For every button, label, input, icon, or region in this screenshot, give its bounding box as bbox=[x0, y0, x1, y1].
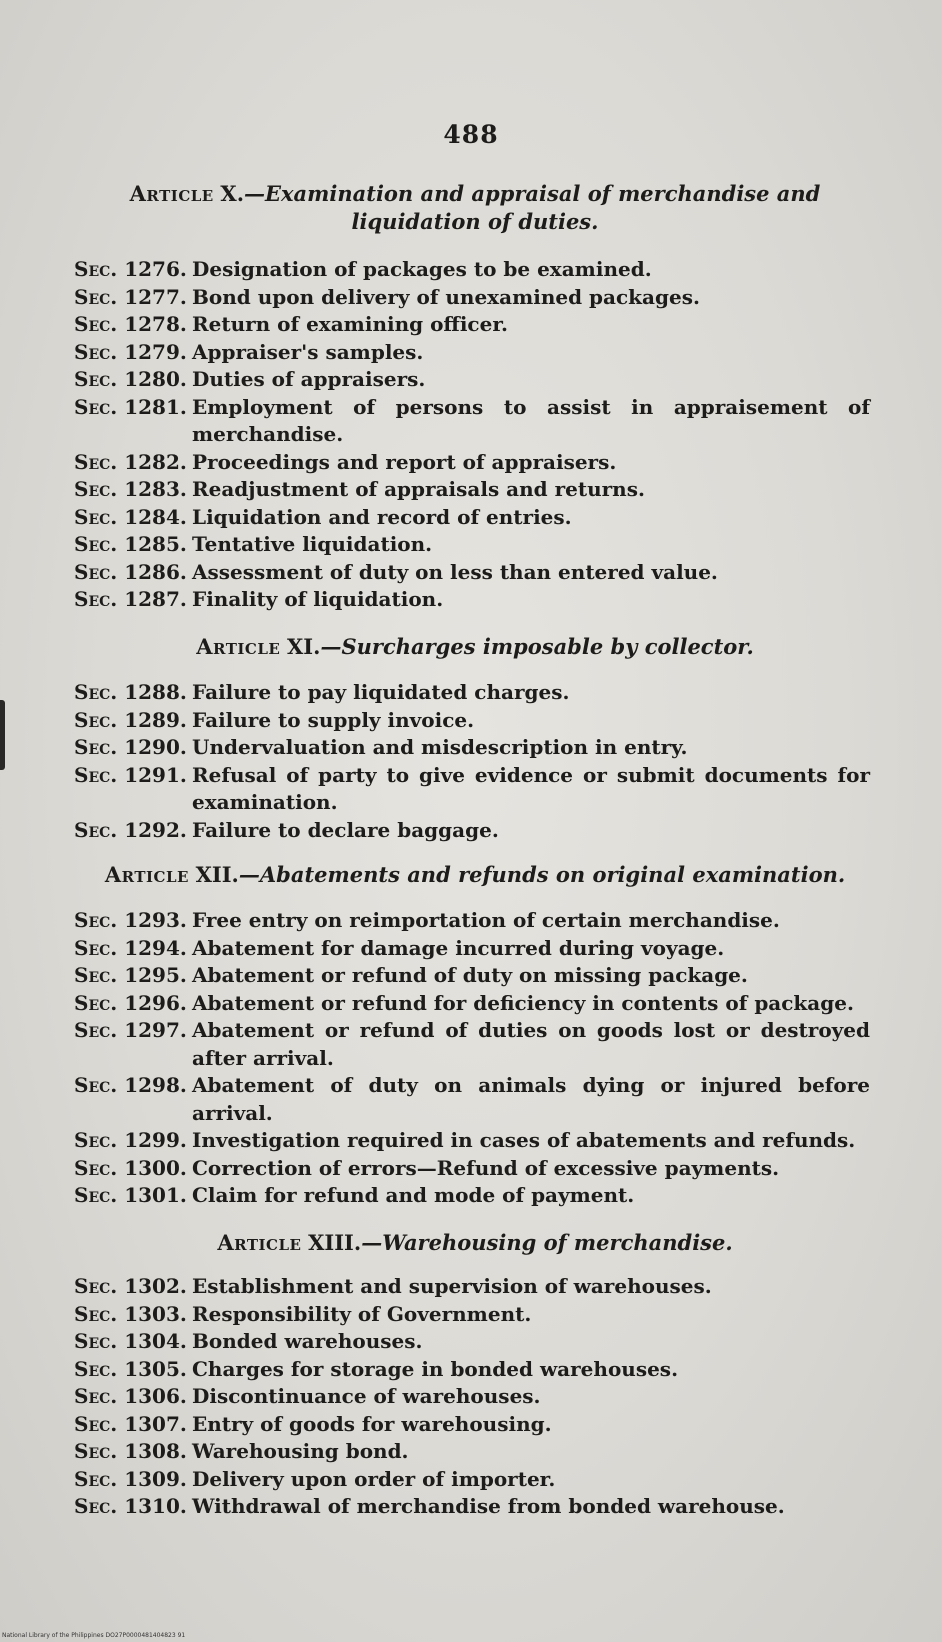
library-footer: National Library of the Philippines DO27P0000481404823 91 bbox=[2, 1632, 186, 1639]
article-label: Article bbox=[217, 1230, 302, 1255]
section-entry bbox=[74, 256, 870, 284]
section-abbr: Sec. bbox=[74, 532, 118, 556]
section-title: Assessment of duty on less than entered value. bbox=[192, 559, 718, 584]
section-title: Bonded warehouses. bbox=[192, 1329, 423, 1353]
section-number: 1303. bbox=[124, 1301, 187, 1326]
article-title: Surcharges imposable by collector. bbox=[341, 634, 754, 659]
section-title: Liquidation and record of entries. bbox=[192, 504, 572, 529]
section-number: 1282. bbox=[124, 449, 187, 474]
section-prefix bbox=[74, 1383, 192, 1411]
article-heading-xii bbox=[80, 861, 870, 889]
section-title: Bond upon delivery of unexamined packages. bbox=[192, 284, 700, 309]
article-heading-x bbox=[100, 180, 850, 236]
section-abbr: Sec. bbox=[74, 1384, 118, 1408]
section-prefix bbox=[74, 762, 192, 790]
section-entry bbox=[74, 531, 870, 559]
section-number: 1283. bbox=[124, 477, 187, 501]
article-label: Article bbox=[196, 634, 281, 659]
section-list-article-xi bbox=[74, 679, 870, 844]
article-heading-xi bbox=[100, 633, 850, 661]
section-prefix bbox=[74, 962, 192, 990]
section-title: Abatement for damage incurred during voyage. bbox=[192, 935, 725, 960]
section-number: 1308. bbox=[124, 1439, 187, 1463]
section-abbr: Sec. bbox=[74, 1466, 118, 1491]
section-abbr: Sec. bbox=[74, 1411, 118, 1436]
section-entry bbox=[74, 734, 870, 762]
section-prefix bbox=[74, 1182, 192, 1210]
section-prefix bbox=[74, 476, 192, 504]
section-abbr: Sec. bbox=[74, 963, 118, 987]
section-title: Return of examining officer. bbox=[192, 312, 508, 336]
article-number: X. bbox=[220, 181, 245, 206]
section-number: 1277. bbox=[124, 284, 187, 309]
section-title: Failure to supply invoice. bbox=[192, 707, 475, 732]
section-title: Designation of packages to be examined. bbox=[192, 257, 652, 281]
section-abbr: Sec. bbox=[74, 1073, 118, 1097]
section-entry bbox=[74, 1383, 870, 1411]
section-title: Tentative liquidation. bbox=[192, 532, 433, 556]
section-entry bbox=[74, 284, 870, 312]
section-abbr: Sec. bbox=[74, 339, 118, 364]
section-title: Warehousing bond. bbox=[192, 1439, 409, 1463]
section-abbr: Sec. bbox=[74, 762, 118, 787]
page-number: 488 bbox=[443, 120, 499, 149]
section-abbr: Sec. bbox=[74, 1439, 118, 1463]
section-list-article-x bbox=[74, 256, 870, 614]
section-abbr: Sec. bbox=[74, 1301, 118, 1326]
section-entry bbox=[74, 1493, 870, 1521]
section-title: Discontinuance of warehouses. bbox=[192, 1384, 541, 1408]
section-entry bbox=[74, 394, 870, 449]
section-entry bbox=[74, 1127, 870, 1155]
section-prefix bbox=[74, 734, 192, 762]
section-number: 1310. bbox=[124, 1494, 187, 1518]
section-abbr: Sec. bbox=[74, 559, 118, 584]
section-prefix bbox=[74, 1493, 192, 1521]
section-entry bbox=[74, 586, 870, 614]
section-entry bbox=[74, 1328, 870, 1356]
section-entry bbox=[74, 762, 870, 817]
section-prefix bbox=[74, 1155, 192, 1183]
section-title: Abatement or refund of duties on goods lost or destroyed after arrival. bbox=[192, 1018, 870, 1070]
section-title: Investigation required in cases of abatements and refunds. bbox=[192, 1128, 856, 1152]
section-abbr: Sec. bbox=[74, 504, 118, 529]
section-title: Readjustment of appraisals and returns. bbox=[192, 477, 645, 501]
section-number: 1307. bbox=[124, 1411, 187, 1436]
section-entry bbox=[74, 1017, 870, 1072]
section-prefix bbox=[74, 817, 192, 845]
section-entry bbox=[74, 817, 870, 845]
article-title: Warehousing of merchandise. bbox=[382, 1230, 733, 1255]
section-abbr: Sec. bbox=[74, 817, 118, 842]
section-number: 1280. bbox=[124, 367, 187, 391]
article-dash: — bbox=[320, 634, 342, 659]
section-abbr: Sec. bbox=[74, 1018, 118, 1042]
section-abbr: Sec. bbox=[74, 449, 118, 474]
section-abbr: Sec. bbox=[74, 1274, 118, 1298]
section-title: Finality of liquidation. bbox=[192, 587, 444, 611]
article-heading-xiii bbox=[100, 1229, 850, 1257]
section-prefix bbox=[74, 1017, 192, 1045]
section-prefix bbox=[74, 1466, 192, 1494]
section-abbr: Sec. bbox=[74, 1183, 118, 1207]
section-number: 1302. bbox=[124, 1274, 187, 1298]
section-number: 1296. bbox=[124, 990, 187, 1015]
section-prefix bbox=[74, 990, 192, 1018]
section-list-article-xii bbox=[74, 907, 870, 1210]
section-abbr: Sec. bbox=[74, 990, 118, 1015]
section-number: 1292. bbox=[124, 817, 187, 842]
section-number: 1304. bbox=[124, 1329, 187, 1353]
section-title: Employment of persons to assist in appraisement of merchandise. bbox=[192, 394, 870, 446]
section-title: Refusal of party to give evidence or submit documents for examination. bbox=[192, 762, 870, 814]
section-prefix bbox=[74, 339, 192, 367]
section-entry bbox=[74, 504, 870, 532]
section-list-article-xiii bbox=[74, 1273, 870, 1521]
section-entry bbox=[74, 935, 870, 963]
section-title: Failure to declare baggage. bbox=[192, 817, 499, 842]
section-prefix bbox=[74, 586, 192, 614]
section-prefix bbox=[74, 679, 192, 707]
section-title: Delivery upon order of importer. bbox=[192, 1466, 556, 1491]
section-prefix bbox=[74, 449, 192, 477]
section-prefix bbox=[74, 907, 192, 935]
section-title: Establishment and supervision of warehouses. bbox=[192, 1274, 712, 1298]
section-prefix bbox=[74, 1127, 192, 1155]
section-number: 1306. bbox=[124, 1384, 187, 1408]
section-entry bbox=[74, 339, 870, 367]
section-entry bbox=[74, 962, 870, 990]
section-abbr: Sec. bbox=[74, 908, 118, 932]
section-abbr: Sec. bbox=[74, 1356, 118, 1381]
section-number: 1285. bbox=[124, 532, 187, 556]
section-title: Undervaluation and misdescription in entry. bbox=[192, 735, 688, 759]
section-number: 1289. bbox=[124, 707, 187, 732]
section-title: Charges for storage in bonded warehouses. bbox=[192, 1356, 679, 1381]
section-entry bbox=[74, 1411, 870, 1439]
section-abbr: Sec. bbox=[74, 1155, 118, 1180]
section-abbr: Sec. bbox=[74, 1329, 118, 1353]
section-number: 1286. bbox=[124, 559, 187, 584]
section-entry bbox=[74, 990, 870, 1018]
section-prefix bbox=[74, 1438, 192, 1466]
section-entry bbox=[74, 1182, 870, 1210]
section-number: 1278. bbox=[124, 312, 187, 336]
section-abbr: Sec. bbox=[74, 367, 118, 391]
section-title: Appraiser's samples. bbox=[192, 339, 424, 364]
section-number: 1288. bbox=[124, 680, 187, 704]
section-number: 1294. bbox=[124, 935, 187, 960]
section-prefix bbox=[74, 311, 192, 339]
section-title: Abatement of duty on animals dying or injured before arrival. bbox=[192, 1073, 870, 1125]
section-title: Abatement or refund for deficiency in contents of package. bbox=[192, 990, 854, 1015]
section-prefix bbox=[74, 256, 192, 284]
section-title: Responsibility of Government. bbox=[192, 1301, 532, 1326]
section-entry bbox=[74, 907, 870, 935]
section-number: 1305. bbox=[124, 1356, 187, 1381]
section-prefix bbox=[74, 366, 192, 394]
section-prefix bbox=[74, 935, 192, 963]
article-number: XIII. bbox=[308, 1230, 362, 1255]
section-title: Duties of appraisers. bbox=[192, 367, 426, 391]
section-entry bbox=[74, 1466, 870, 1494]
section-number: 1279. bbox=[124, 339, 187, 364]
section-entry bbox=[74, 1438, 870, 1466]
section-abbr: Sec. bbox=[74, 477, 118, 501]
section-entry bbox=[74, 679, 870, 707]
section-number: 1290. bbox=[124, 735, 187, 759]
section-number: 1287. bbox=[124, 587, 187, 611]
section-number: 1301. bbox=[124, 1183, 187, 1207]
section-prefix bbox=[74, 394, 192, 422]
article-dash: — bbox=[361, 1230, 383, 1255]
section-entry bbox=[74, 1155, 870, 1183]
section-entry bbox=[74, 311, 870, 339]
section-abbr: Sec. bbox=[74, 707, 118, 732]
section-abbr: Sec. bbox=[74, 735, 118, 759]
article-title: Abatements and refunds on original examination. bbox=[259, 862, 846, 887]
section-entry bbox=[74, 1273, 870, 1301]
section-number: 1298. bbox=[124, 1073, 187, 1097]
section-abbr: Sec. bbox=[74, 284, 118, 309]
section-number: 1293. bbox=[124, 908, 187, 932]
article-title: Examination and appraisal of merchandise and liquidation of duties. bbox=[265, 181, 821, 234]
section-title: Claim for refund and mode of payment. bbox=[192, 1183, 635, 1207]
section-entry bbox=[74, 1072, 870, 1127]
section-prefix bbox=[74, 1072, 192, 1100]
article-number: XI. bbox=[287, 634, 321, 659]
page-edge-shadow bbox=[0, 700, 5, 770]
section-number: 1300. bbox=[124, 1155, 187, 1180]
section-entry bbox=[74, 1356, 870, 1384]
section-abbr: Sec. bbox=[74, 257, 118, 281]
section-title: Proceedings and report of appraisers. bbox=[192, 449, 617, 474]
section-entry bbox=[74, 476, 870, 504]
section-title: Entry of goods for warehousing. bbox=[192, 1411, 552, 1436]
section-prefix bbox=[74, 1328, 192, 1356]
section-number: 1291. bbox=[124, 762, 187, 787]
section-entry bbox=[74, 1301, 870, 1329]
section-title: Withdrawal of merchandise from bonded warehouse. bbox=[192, 1494, 785, 1518]
section-prefix bbox=[74, 284, 192, 312]
section-entry bbox=[74, 366, 870, 394]
section-prefix bbox=[74, 1411, 192, 1439]
section-prefix bbox=[74, 1356, 192, 1384]
section-number: 1284. bbox=[124, 504, 187, 529]
article-dash: — bbox=[244, 181, 266, 206]
section-number: 1297. bbox=[124, 1018, 187, 1042]
article-number: XII. bbox=[195, 862, 239, 887]
section-abbr: Sec. bbox=[74, 680, 118, 704]
section-prefix bbox=[74, 531, 192, 559]
section-abbr: Sec. bbox=[74, 1128, 118, 1152]
section-prefix bbox=[74, 707, 192, 735]
section-number: 1276. bbox=[124, 257, 187, 281]
article-label: Article bbox=[104, 862, 189, 887]
section-prefix bbox=[74, 1273, 192, 1301]
section-abbr: Sec. bbox=[74, 1494, 118, 1518]
section-entry bbox=[74, 449, 870, 477]
section-prefix bbox=[74, 504, 192, 532]
section-abbr: Sec. bbox=[74, 587, 118, 611]
section-title: Free entry on reimportation of certain merchandise. bbox=[192, 908, 780, 932]
article-label: Article bbox=[129, 181, 214, 206]
section-title: Abatement or refund of duty on missing package. bbox=[192, 963, 748, 987]
section-number: 1299. bbox=[124, 1128, 187, 1152]
section-number: 1295. bbox=[124, 963, 187, 987]
section-number: 1281. bbox=[124, 394, 187, 419]
section-title: Correction of errors—Refund of excessive payments. bbox=[192, 1155, 780, 1180]
section-prefix bbox=[74, 1301, 192, 1329]
section-title: Failure to pay liquidated charges. bbox=[192, 680, 570, 704]
section-entry bbox=[74, 559, 870, 587]
section-abbr: Sec. bbox=[74, 935, 118, 960]
section-abbr: Sec. bbox=[74, 394, 118, 419]
section-abbr: Sec. bbox=[74, 312, 118, 336]
article-dash: — bbox=[238, 862, 260, 887]
section-entry bbox=[74, 707, 870, 735]
section-number: 1309. bbox=[124, 1466, 187, 1491]
section-prefix bbox=[74, 559, 192, 587]
